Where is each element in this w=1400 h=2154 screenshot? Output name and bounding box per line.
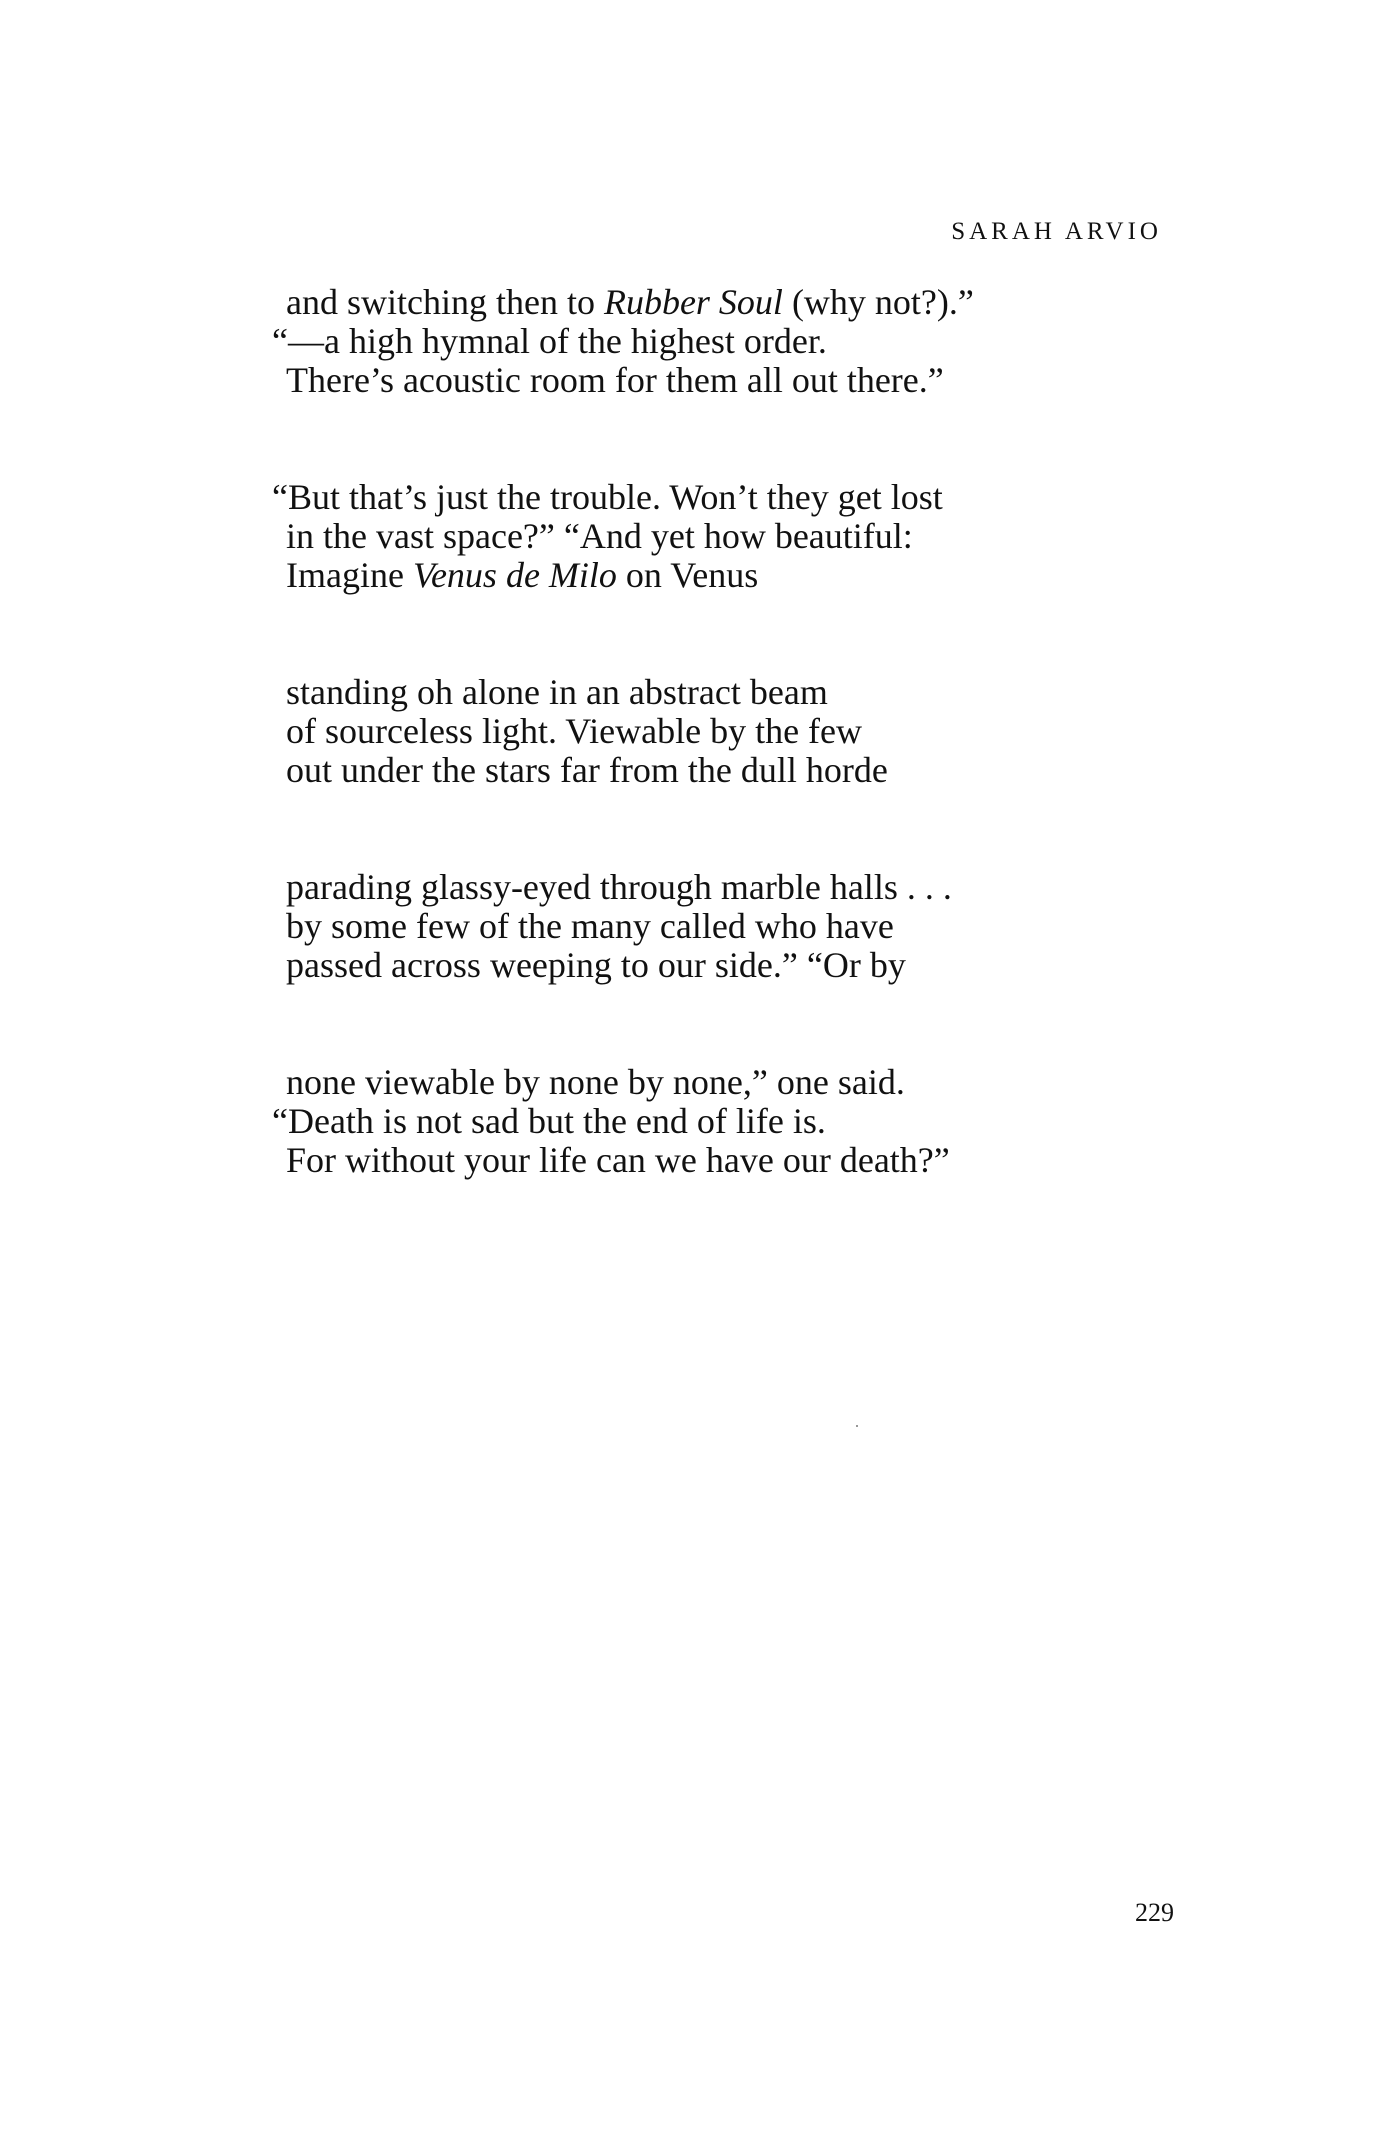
line-text: passed across weeping to our side.” “Or by [286, 945, 906, 985]
poem-line [272, 556, 1172, 595]
line-text: parading glassy-eyed through marble halls . . . [286, 867, 952, 907]
stanza [272, 868, 1172, 985]
line-text: by some few of the many called who have [286, 906, 894, 946]
line-text: (why not?).” [782, 282, 974, 322]
stanza [272, 673, 1172, 790]
poem-line [272, 946, 1172, 985]
poem-line [272, 907, 1172, 946]
line-text: “But that’s just the trouble. Won’t they get lost [272, 477, 943, 517]
poem-line [272, 283, 1172, 322]
line-text: For without your life can we have our death?” [286, 1140, 950, 1180]
italic-title: Rubber Soul [603, 282, 783, 322]
stanza [272, 1063, 1172, 1180]
line-text: “Death is not sad but the end of life is. [272, 1101, 826, 1141]
line-text: in the vast space?” “And yet how beautiful: [286, 516, 913, 556]
print-speck [856, 1425, 858, 1427]
line-text: on Venus [616, 555, 759, 595]
stanza [272, 478, 1172, 595]
poem-line [272, 361, 1172, 400]
poem-line [272, 712, 1172, 751]
line-text: none viewable by none by none,” one said. [286, 1062, 905, 1102]
poem-line [272, 751, 1172, 790]
poem-line [272, 322, 1172, 361]
line-text: and switching then to [286, 282, 604, 322]
line-text: standing oh alone in an abstract beam [286, 672, 828, 712]
italic-title: Venus de Milo [412, 555, 617, 595]
poem-line [272, 673, 1172, 712]
line-text: “—a high hymnal of the highest order. [272, 321, 827, 361]
line-text: out under the stars far from the dull horde [286, 750, 888, 790]
poem-line [272, 1141, 1172, 1180]
line-text: Imagine [286, 555, 413, 595]
poem [272, 283, 1172, 1258]
line-text: of sourceless light. Viewable by the few [286, 711, 863, 751]
poem-line [272, 478, 1172, 517]
poem-line [272, 868, 1172, 907]
poem-line [272, 1063, 1172, 1102]
poem-line [272, 1102, 1172, 1141]
running-head: SARAH ARVIO [951, 218, 1162, 245]
poem-line [272, 517, 1172, 556]
page-number: 229 [1135, 1898, 1174, 1927]
stanza [272, 283, 1172, 400]
line-text: There’s acoustic room for them all out there.” [286, 360, 944, 400]
